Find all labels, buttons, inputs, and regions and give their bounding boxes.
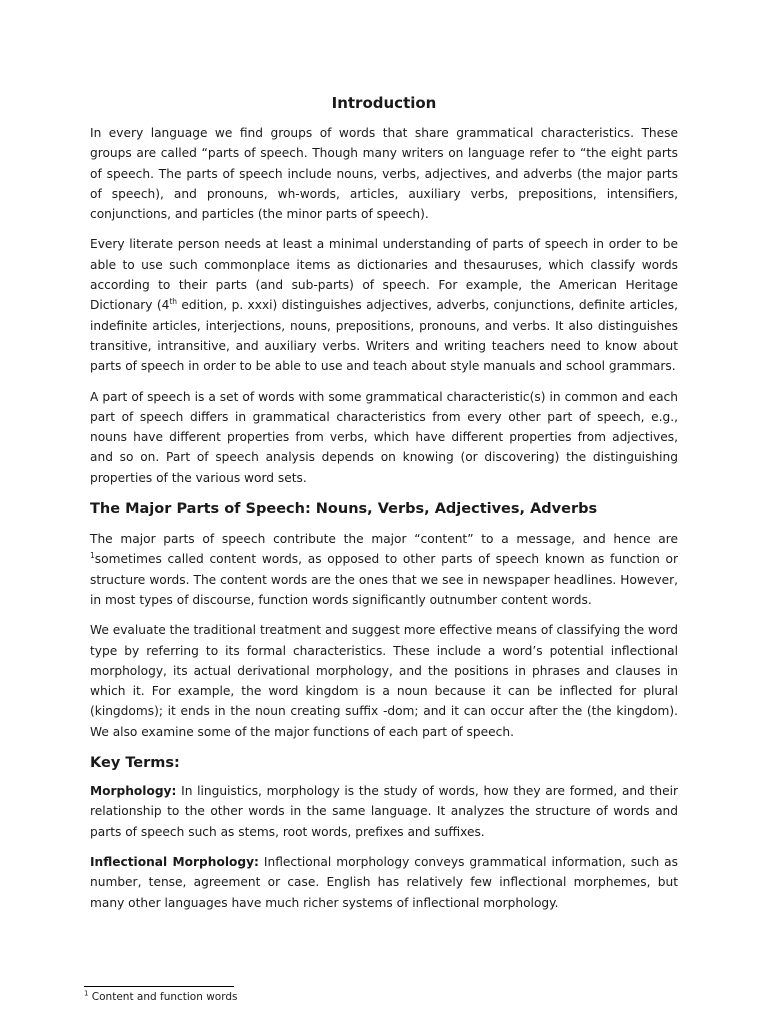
intro-paragraph-2-text-a: Every literate person needs at least a minimal understanding of parts of speech in order to be able to use such commonplace items as dictionaries and thesauruses, which classify words according to their parts (and sub-parts) of speech. For example, the American Heritage Dictionary (4 — [90, 237, 678, 313]
ordinal-superscript: th — [169, 297, 178, 307]
section-heading-key-terms: Key Terms: — [90, 755, 180, 772]
footnote — [84, 990, 238, 1004]
footnote-marker: 1 — [84, 989, 89, 998]
page-title: Introduction — [331, 94, 437, 112]
major-paragraph-1-text-a: The major parts of speech contribute the major “content” to a message, and hence are — [90, 532, 678, 547]
intro-paragraph-2-text-b: edition, p. xxxi) distinguishes adjectives, adverbs, conjunctions, definite articles, indefinite articles, interjections, nouns, prepositions, pronouns, and verbs. It also distinguishes transitive, intransitive, and auxiliary verbs. Writers and writing teachers need to know about parts of speech in order to be able to use and teach about style manuals and school grammars. — [90, 298, 678, 374]
term-label-morphology: Morphology: — [90, 784, 177, 799]
term-label-inflectional-morphology: Inflectional Morphology: — [90, 854, 259, 869]
intro-paragraph-2 — [90, 234, 678, 376]
major-paragraph-1 — [90, 529, 678, 610]
major-paragraph-1-text-b: sometimes called content words, as opposed to other parts of speech known as function or structure words. The content words are the ones that we see in newspaper headlines. However, in most types of discourse, function words significantly outnumber content words. — [90, 552, 678, 607]
footnote-separator — [84, 986, 234, 987]
intro-paragraph-1: In every language we find groups of words that share grammatical characteristics. These groups are called “parts of speech. Though many writers on language refer to “the eight parts of speech. The parts of speech include nouns, verbs, adjectives, and adverbs (the major parts of speech), and pronouns, wh-words, articles, auxiliary verbs, prepositions, intensifiers, conjunctions, and particles (the minor parts of speech). — [90, 126, 678, 222]
term-definition-inflectional-morphology: Inflectional morphology conveys grammatical information, such as number, tense, agreement or case. English has relatively few inflectional morphemes, but many other languages have much richer systems of inflectional morphology. — [90, 854, 678, 910]
footnote-text: Content and function words — [88, 991, 238, 1003]
section-heading-major-parts: The Major Parts of Speech: Nouns, Verbs, Adjectives, Adverbs — [90, 501, 598, 518]
document-body — [90, 92, 678, 923]
term-definition-morphology: In linguistics, morphology is the study of words, how they are formed, and their relationship to the other words in the same language. It analyzes the structure of words and parts of speech such as stems, root words, prefixes and suffixes. — [90, 784, 678, 839]
intro-paragraph-3: A part of speech is a set of words with some grammatical characteristic(s) in common and each part of speech differs in grammatical characteristics from every other part of speech, e.g., nouns have different properties from verbs, which have different properties from adjectives, and so on. Part of speech analysis depends on knowing (or discovering) the distinguishing properties of the various word sets. — [90, 389, 678, 485]
term-morphology — [90, 781, 678, 842]
term-inflectional-morphology — [90, 852, 678, 913]
footnote-reference[interactable]: 1 — [90, 551, 95, 561]
major-paragraph-2: We evaluate the traditional treatment and suggest more effective means of classifying the word type by referring to its formal characteristics. These include a word’s potential inflectional morphology, its actual derivational morphology, and the positions in phrases and clauses in which it. For example, the word kingdom is a noun because it can be inflected for plural (kingdoms); it ends in the noun creating suffix -dom; and it can occur after the (the kingdom). We also examine some of the major functions of each part of speech. — [90, 623, 678, 739]
